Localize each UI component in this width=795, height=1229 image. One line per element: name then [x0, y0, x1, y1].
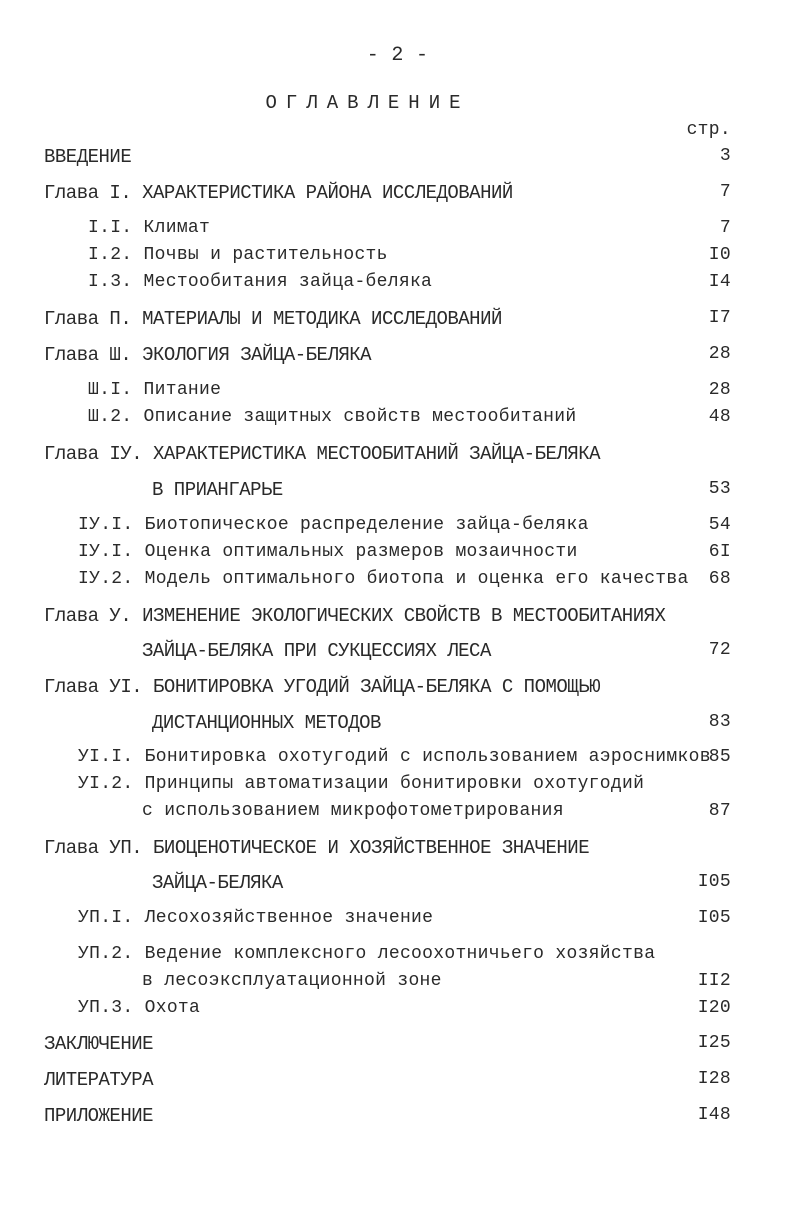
toc-entry-title: I.3. Местообитания зайца-беляка [88, 272, 433, 292]
toc-entry-page: 53 [708, 479, 731, 499]
toc-entry-title: УI.I. Бонитировка охотугодий с использованием аэроснимков [78, 747, 711, 767]
toc-entry-title: В ПРИАНГАРЬЕ [152, 479, 283, 501]
toc-entry-page: 72 [708, 640, 731, 660]
toc-entry-page: 85 [708, 747, 731, 767]
toc-entry-title: ЗАКЛЮЧЕНИЕ [44, 1033, 154, 1055]
toc-entry-title: IУ.I. Оценка оптимальных размеров мозаичности [78, 542, 578, 562]
toc-entry-page: 3 [719, 146, 731, 166]
toc-entry-title: Глава Ш. ЭКОЛОГИЯ ЗАЙЦА-БЕЛЯКА [44, 344, 372, 366]
toc-entry-page: 7 [719, 182, 731, 202]
toc-entry-title: Ш.2. Описание защитных свойств местообитаний [88, 407, 577, 427]
page-number: - 2 - [366, 44, 429, 67]
toc-entry-title: ЗАЙЦА-БЕЛЯКА ПРИ СУКЦЕССИЯХ ЛЕСА [142, 640, 491, 662]
toc-entry-title: Глава П. МАТЕРИАЛЫ И МЕТОДИКА ИССЛЕДОВАНИЙ [44, 308, 502, 330]
pages-column-label: стр. [686, 120, 731, 140]
toc-entry-page: I25 [697, 1033, 731, 1053]
toc-entry-page: I05 [697, 872, 731, 892]
toc-heading: ОГЛАВЛЕНИЕ [265, 92, 470, 114]
toc-entry-title: IУ.2. Модель оптимального биотопа и оценка его качества [78, 569, 689, 589]
toc-entry-page: I20 [697, 998, 731, 1018]
toc-entry-title: Глава УП. БИОЦЕНОТИЧЕСКОЕ И ХОЗЯЙСТВЕННОЕ ЗНАЧЕНИЕ [44, 837, 590, 859]
toc-entry-page: II2 [697, 971, 731, 991]
toc-entry-page: 87 [708, 801, 731, 821]
toc-entry-title: УП.I. Лесохозяйственное значение [78, 908, 434, 928]
toc-entry-page: I7 [708, 308, 731, 328]
toc-entry-page: 68 [708, 569, 731, 589]
toc-entry-title: в лесоэксплуатационной зоне [142, 971, 442, 991]
toc-entry-page: 7 [719, 218, 731, 238]
toc-entry-page: 48 [708, 407, 731, 427]
toc-entry-title: УП.3. Охота [78, 998, 201, 1018]
toc-entry-title: Глава УI. БОНИТИРОВКА УГОДИЙ ЗАЙЦА-БЕЛЯКА С ПОМОЩЬЮ [44, 676, 600, 698]
toc-entry-title: ДИСТАНЦИОННЫХ МЕТОДОВ [152, 712, 381, 734]
toc-entry-title: ЗАЙЦА-БЕЛЯКА [152, 872, 283, 894]
toc-entry-page: I05 [697, 908, 731, 928]
toc-entry-page: I28 [697, 1069, 731, 1089]
toc-entry-title: I.2. Почвы и растительность [88, 245, 388, 265]
toc-entry-title: с использованием микрофотометрирования [142, 801, 564, 821]
toc-entry-title: I.I. Климат [88, 218, 211, 238]
toc-entry-page: 28 [708, 344, 731, 364]
toc-entry-page: 6I [708, 542, 731, 562]
toc-entry-page: I0 [708, 245, 731, 265]
toc-entry-page: I48 [697, 1105, 731, 1125]
toc-entry-title: УI.2. Принципы автоматизации бонитировки охотугодий [78, 774, 645, 794]
toc-entry-title: УП.2. Ведение комплексного лесоохотничьего хозяйства [78, 944, 656, 964]
toc-entry-page: 83 [708, 712, 731, 732]
toc-entry-title: IУ.I. Биотопическое распределение зайца-беляка [78, 515, 589, 535]
toc-entry-title: ПРИЛОЖЕНИЕ [44, 1105, 154, 1127]
toc-entry-title: Глава У. ИЗМЕНЕНИЕ ЭКОЛОГИЧЕСКИХ СВОЙСТВ В МЕСТООБИТАНИЯХ [44, 605, 666, 627]
toc-entry-page: 28 [708, 380, 731, 400]
toc-entry-title: Ш.I. Питание [88, 380, 222, 400]
toc-entry-page: 54 [708, 515, 731, 535]
toc-entry-page: I4 [708, 272, 731, 292]
toc-entry-title: ЛИТЕРАТУРА [44, 1069, 154, 1091]
toc-entry-title: ВВЕДЕНИЕ [44, 146, 132, 168]
toc-entry-title: Глава IУ. ХАРАКТЕРИСТИКА МЕСТООБИТАНИЙ ЗАЙЦА-БЕЛЯКА [44, 443, 600, 465]
toc-entry-title: Глава I. ХАРАКТЕРИСТИКА РАЙОНА ИССЛЕДОВАНИЙ [44, 182, 513, 204]
